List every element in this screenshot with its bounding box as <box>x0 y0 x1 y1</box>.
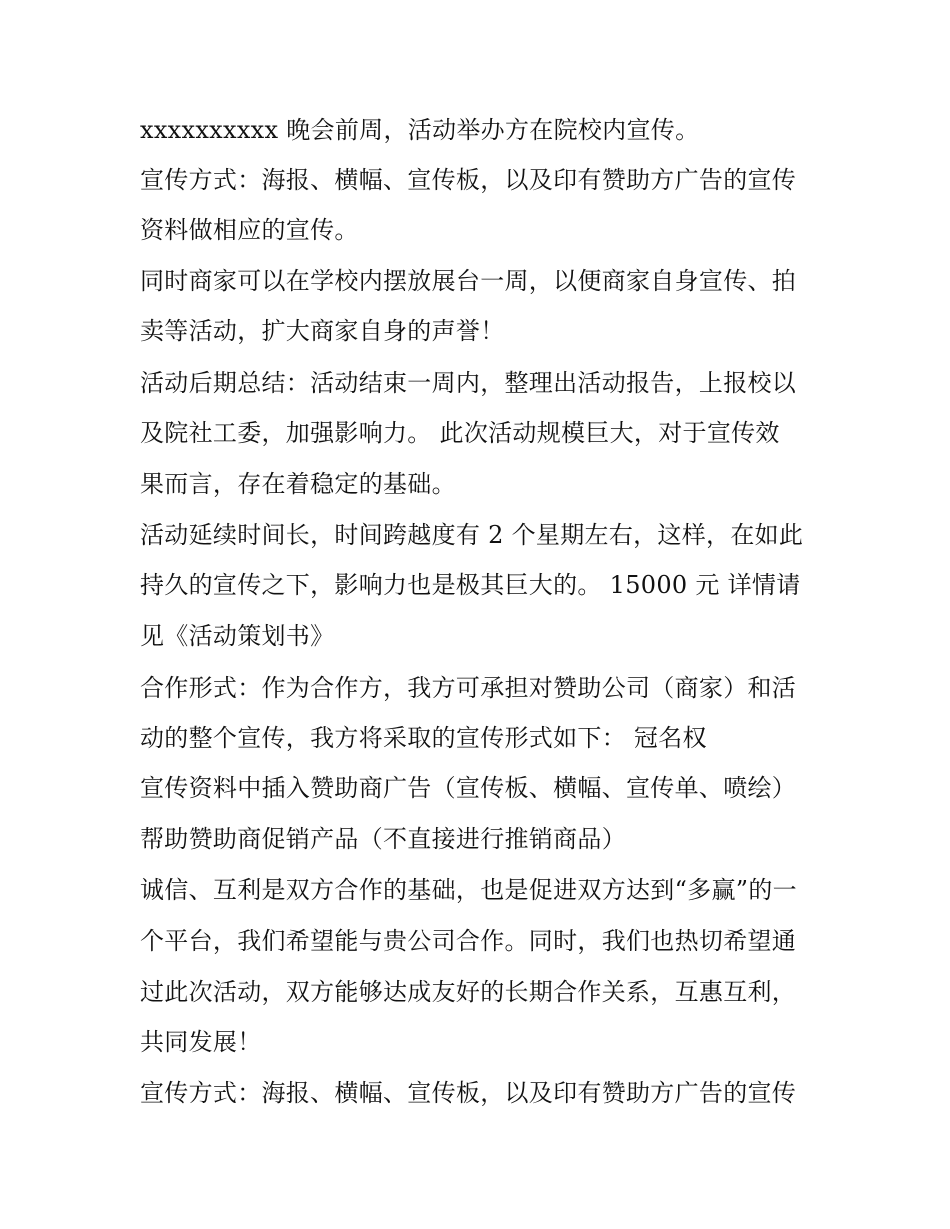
text-line: 帮助赞助商促销产品（不直接进行推销商品） <box>140 825 626 853</box>
text-line: xxxxxxxxxx 晚会前周，活动举办方在院校内宣传。 <box>140 116 700 144</box>
text-line: 过此次活动，双方能够达成友好的长期合作关系，互惠互利， <box>140 978 797 1006</box>
text-line: 及院社工委，加强影响力。 此次活动规模巨大，对于宣传效 <box>140 419 780 447</box>
text-line: 共同发展！ <box>140 1028 262 1056</box>
text-line: 资料做相应的宣传。 <box>140 216 359 244</box>
text-line: 个平台，我们希望能与贵公司合作。同时，我们也热切希望通 <box>140 927 797 955</box>
text-line: 动的整个宣传，我方将采取的宣传形式如下： 冠名权 <box>140 724 707 752</box>
text-line: 合作形式：作为合作方，我方可承担对赞助公司（商家）和活 <box>140 674 797 702</box>
text-line: 同时商家可以在学校内摆放展台一周，以便商家自身宣传、拍 <box>140 267 797 295</box>
text-line: 活动延续时间长，时间跨越度有 2 个星期左右，这样，在如此 <box>140 521 804 549</box>
text-line: 见《活动策划书》 <box>140 622 335 650</box>
text-line: 宣传资料中插入赞助商广告（宣传板、横幅、宣传单、喷绘） <box>140 774 797 802</box>
text-line: 果而言，存在着稳定的基础。 <box>140 470 456 498</box>
text-line: 宣传方式：海报、横幅、宣传板，以及印有赞助方广告的宣传 <box>140 1079 797 1107</box>
text-line: 持久的宣传之下，影响力也是极其巨大的。 15000 元 详情请 <box>140 571 801 599</box>
text-line: 活动后期总结：活动结束一周内，整理出活动报告，上报校以 <box>140 369 797 397</box>
text-line: 宣传方式：海报、横幅、宣传板，以及印有赞助方广告的宣传 <box>140 166 797 194</box>
text-line: 卖等活动，扩大商家自身的声誉！ <box>140 317 505 345</box>
text-line: 诚信、互利是双方合作的基础，也是促进双方达到“多赢”的一 <box>140 876 797 904</box>
